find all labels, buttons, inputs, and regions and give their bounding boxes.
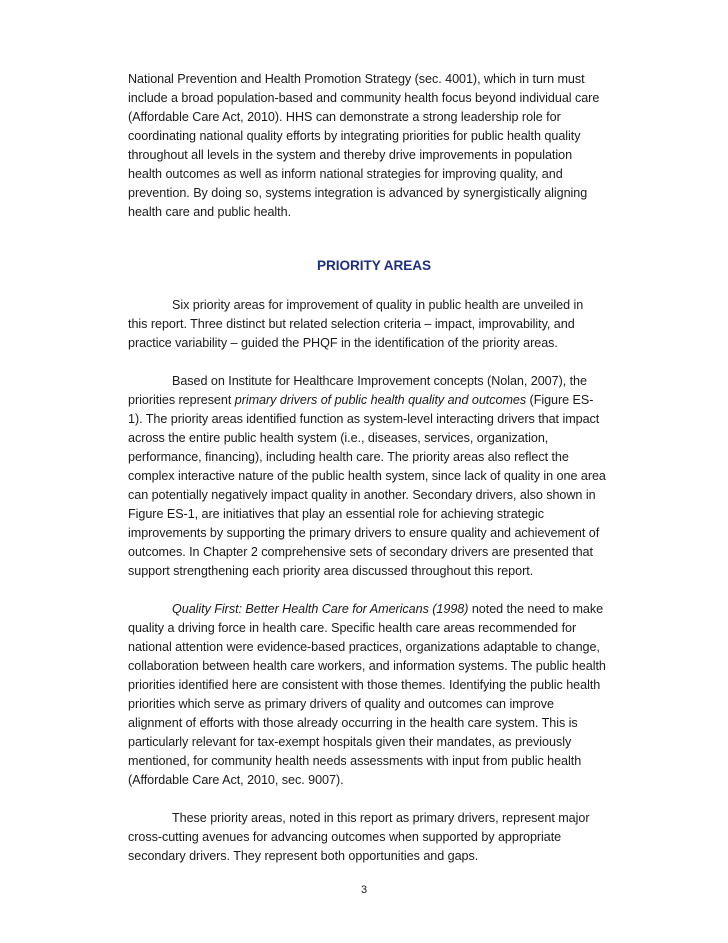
page-number: 3 — [360, 884, 368, 896]
document-body — [128, 70, 606, 866]
paragraph-ihi-text-2: (Figure ES-1). The priority areas identified function as system-level interacting drivers that impact across the entire public health system (i.e., diseases, services, organization, performance, financing), including health care. The priority areas also reflect the complex interactive nature of the public health system, since lack of quality in one area can potentially negatively impact quality in another. Secondary drivers, also shown in Figure ES-1, are initiatives that play an essential role for achieving strategic improvements by supporting the primary drivers to ensure quality and achievement of outcomes. In Chapter 2 comprehensive sets of secondary drivers are presented that support strengthening each priority area discussed throughout this report. — [128, 393, 606, 578]
paragraph-priority-areas: Six priority areas for improvement of quality in public health are unveiled in this report. Three distinct but related selection criteria – impact, improvability, and practice variability – guided the PHQF in the identification of the priority areas. — [128, 298, 584, 350]
paragraph-primary-drivers: These priority areas, noted in this report as primary drivers, represent major cross-cutting avenues for advancing outcomes when supported by appropriate secondary drivers. They represent both opportunities and gaps. — [128, 811, 590, 863]
paragraph-intro: National Prevention and Health Promotion Strategy (sec. 4001), which in turn must include a broad population-based and community health focus beyond individual care (Affordable Care Act, 2010). HHS can demonstrate a strong leadership role for coordinating national quality efforts by integrating priorities for public health quality throughout all levels in the system and thereby drive improvements in population health outcomes as well as inform national strategies for improving quality, and prevention. By doing so, systems integration is advanced by synergistically aligning health care and public health. — [128, 72, 600, 219]
paragraph-ihi-italic: primary drivers of public health quality and outcomes — [234, 393, 527, 407]
paragraph-quality-first-title: Quality First: Better Health Care for Americans (1998) — [172, 602, 469, 616]
paragraph-ihi-concepts — [128, 372, 606, 581]
section-heading: PRIORITY AREAS — [316, 258, 432, 273]
paragraph-quality-first-text: noted the need to make quality a driving force in health care. Specific health care areas recommended for national attention were evidence-based practices, organizations adaptable to change, collaboration between health care workers, and information systems. The public health priorities identified here are consistent with those themes. Identifying the public health priorities which serve as primary drivers of quality and outcomes can improve alignment of efforts with those already occurring in the health care system. This is particularly relevant for tax-exempt hospitals given their mandates, as previously mentioned, for community health needs assessments with input from public health (Affordable Care Act, 2010, sec. 9007). — [128, 602, 606, 787]
paragraph-ihi-text-1: Based on Institute for Healthcare Improvement concepts (Nolan, 2007), the priorities represent — [128, 374, 587, 407]
paragraph-quality-first — [128, 600, 606, 790]
